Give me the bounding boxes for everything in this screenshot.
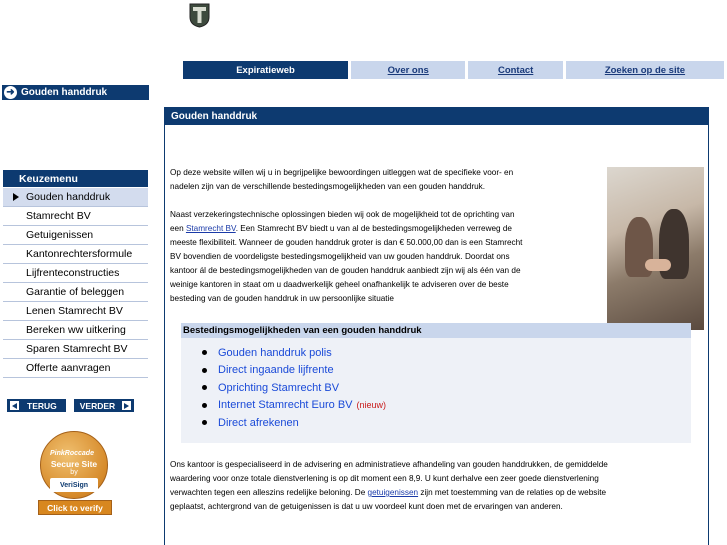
options-list — [181, 344, 691, 432]
menu-item-label: Offerte aanvragen — [26, 362, 111, 374]
click-to-verify-button[interactable]: Click to verify — [38, 500, 112, 515]
menu-item-garantie-of-beleggen[interactable] — [3, 283, 148, 302]
menu-title: Keuzemenu — [3, 170, 148, 187]
menu-item-bereken-ww-uitkering[interactable] — [3, 321, 148, 340]
tab-expiratieweb[interactable]: Expiratieweb — [183, 61, 348, 79]
menu-item-label: Kantonrechtersformule — [26, 248, 133, 260]
seal-line1: Secure Site — [50, 459, 98, 469]
paragraph-line: weinige kantoren in staat om u daadwerkelijk geheel onafhankelijk te adviseren over de beste — [170, 280, 509, 289]
getuigenissen-link[interactable]: getuigenissen — [367, 488, 419, 497]
menu-item-label: Garantie of beleggen — [26, 286, 125, 298]
paragraph-line: kantoor ál de bestedingsmogelijkheden van de gouden handdruk aanbiedt zijn wij als één van de — [170, 266, 521, 275]
triangle-right-icon — [13, 193, 19, 201]
list-item — [181, 379, 691, 397]
option-link-internet-stamrecht-euro-bv[interactable]: Internet Stamrecht Euro BV — [218, 399, 353, 412]
forward-button[interactable] — [74, 399, 134, 412]
verisign-logo-icon — [50, 478, 98, 492]
menu-item-gouden-handdruk[interactable] — [3, 188, 148, 207]
page-title: Gouden handdruk — [165, 107, 708, 125]
back-button[interactable] — [7, 399, 66, 412]
verisign-seal[interactable] — [38, 431, 113, 517]
intro-line: Op deze website willen wij u in begrijpelijke bewoordingen uitleggen wat de specifieke voor- en — [170, 168, 514, 177]
option-link-gouden-handdruk-polis[interactable]: Gouden handdruk polis — [218, 346, 332, 359]
seal-line3: VeriSign — [59, 481, 88, 489]
top-navigation — [183, 61, 724, 79]
menu-item-label: Lijfrenteconstructies — [26, 267, 120, 279]
company-logo-icon[interactable] — [189, 3, 210, 28]
new-badge: (nieuw) — [356, 400, 387, 411]
options-heading: Bestedingsmogelijkheden van een gouden handdruk — [181, 323, 691, 338]
menu-item-label: Gouden handdruk — [26, 191, 111, 203]
side-menu — [3, 188, 148, 378]
bullet-icon — [202, 368, 207, 373]
text-fragment: een — [170, 224, 186, 233]
arrow-right-icon — [122, 401, 131, 410]
paragraph-line: besteding van de gouden handdruk in uw persoonlijke situatie — [170, 294, 394, 303]
tab-zoeken[interactable]: Zoeken op de site — [566, 61, 724, 79]
menu-item-lenen-stamrecht-bv[interactable] — [3, 302, 148, 321]
forward-button-label: VERDER — [79, 400, 116, 411]
list-item — [181, 344, 691, 362]
office-paragraph — [170, 458, 608, 514]
arrow-right-icon: ➜ — [4, 86, 17, 99]
paragraph-line — [170, 486, 608, 500]
paragraph-line: waardering voor onze totale dienstverlening is op dit moment een 8,9. U kunt derhalve een zeer goede dienstverlening — [170, 474, 599, 483]
option-link-oprichting-stamrecht-bv[interactable]: Oprichting Stamrecht BV — [218, 381, 340, 394]
menu-item-stamrecht-bv[interactable] — [3, 207, 148, 226]
list-item — [181, 362, 691, 380]
paragraph-line: geplaatst, achtergrond van de getuigenissen is dat u uw voordeel kunt doen met de ervaringen van anderen. — [170, 502, 563, 511]
main-content — [164, 107, 709, 545]
bullet-icon — [202, 385, 207, 390]
menu-item-label: Lenen Stamrecht BV — [26, 305, 123, 317]
handshake-photo — [607, 167, 704, 330]
back-button-label: TERUG — [27, 400, 57, 411]
paragraph-line: Ons kantoor is gespecialiseerd in de advisering en administratieve afhandeling van gouden handdrukken, de gemiddelde — [170, 460, 608, 469]
pager-buttons — [7, 399, 134, 412]
menu-item-getuigenissen[interactable] — [3, 226, 148, 245]
intro-line: nadelen zijn van de verschillende bestedingsmogelijkheden van een gouden handdruk. — [170, 182, 485, 191]
paragraph-line: Naast verzekeringstechnische oplossingen bieden wij ook de mogelijkheid tot de oprichting van — [170, 210, 515, 219]
menu-item-label: Getuigenissen — [26, 229, 94, 241]
stamrecht-bv-link[interactable]: Stamrecht BV — [185, 224, 236, 233]
breadcrumb[interactable] — [2, 85, 149, 100]
breadcrumb-label: Gouden handdruk — [21, 87, 108, 98]
menu-item-label: Bereken ww uitkering — [26, 324, 126, 336]
arrow-left-icon — [10, 401, 19, 410]
menu-item-lijfrenteconstructies[interactable] — [3, 264, 148, 283]
list-item — [181, 414, 691, 432]
paragraph-line — [170, 222, 522, 236]
menu-item-sparen-stamrecht-bv[interactable] — [3, 340, 148, 359]
list-item — [181, 397, 691, 415]
options-box — [181, 323, 691, 443]
menu-item-label: Sparen Stamrecht BV — [26, 343, 128, 355]
option-link-direct-afrekenen[interactable]: Direct afrekenen — [218, 416, 299, 429]
text-fragment: zijn met toestemming van de relaties op de website — [418, 488, 607, 497]
text-fragment: verwachten tegen een alleszins redelijke beloning. De — [170, 488, 368, 497]
paragraph-line: meeste flexibiliteit. Wanneer de gouden handdruk groter is dan € 50.000,00 dan is een Stamrecht — [170, 238, 523, 247]
tab-contact[interactable]: Contact — [468, 61, 562, 79]
bullet-icon — [202, 350, 207, 355]
seal-line2: by — [70, 469, 78, 476]
bullet-icon — [202, 403, 207, 408]
option-link-direct-ingaande-lijfrente[interactable]: Direct ingaande lijfrente — [218, 364, 334, 377]
tab-over-ons[interactable]: Over ons — [351, 61, 465, 79]
seal-brand: PinkRoccade — [50, 450, 94, 457]
intro-paragraph — [170, 166, 513, 194]
paragraph-line: BV bovendien de voordeligste bestedingsmogelijkheid van uw gouden handdruk. Doordat ons — [170, 252, 510, 261]
bullet-icon — [202, 420, 207, 425]
menu-item-offerte-aanvragen[interactable] — [3, 359, 148, 378]
menu-item-kantonrechtersformule[interactable] — [3, 245, 148, 264]
text-fragment: . Een Stamrecht BV biedt u van al de bestedingsmogelijkheden verreweg de — [235, 224, 512, 233]
stamrecht-paragraph — [170, 208, 522, 306]
menu-item-label: Stamrecht BV — [26, 210, 91, 222]
